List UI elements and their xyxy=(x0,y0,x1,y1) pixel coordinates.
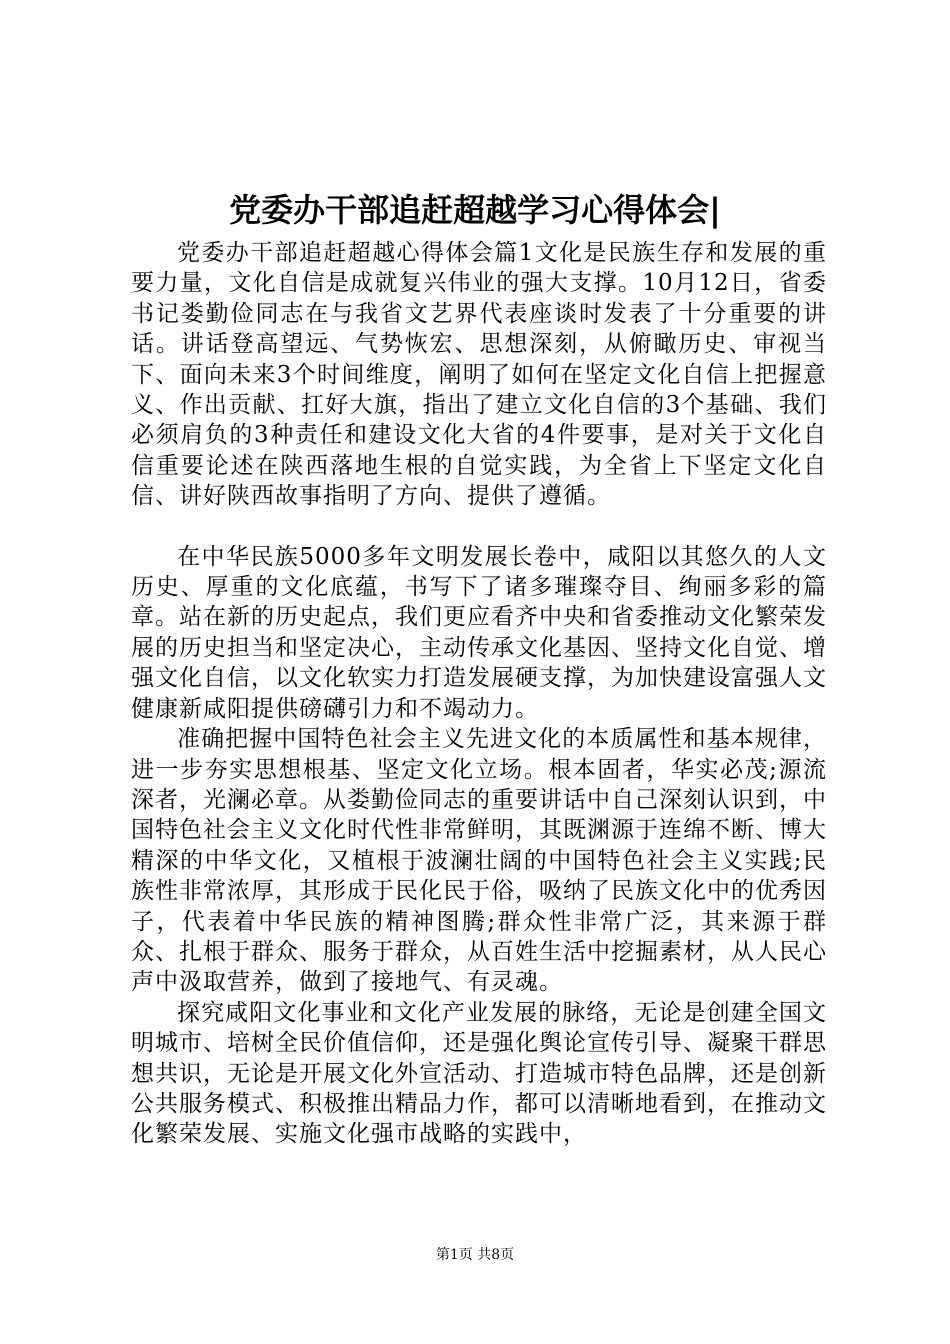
page-footer: 第1页 共8页 xyxy=(435,1247,515,1263)
paragraph-1: 党委办干部追赶超越心得体会篇1文化是民族生存和发展的重要力量，文化自信是成就复兴伟业的强大支撑。10月12日，省委书记娄勤俭同志在与我省文艺界代表座谈时发表了十分重要的讲话。讲话登高望远、气势恢宏、思想深刻，从俯瞰历史、审视当下、面向未来3个时间维度，阐明了如何在坚定文化自信上把握意义、作出贡献、扛好大旗，指出了建立文化自信的3个基础、我们必须肩负的3种责任和建设文化大省的4件要事，是对关于文化自信重要论述在陕西落地生根的自觉实践，为全省上下坚定文化自信、讲好陕西故事指明了方向、提供了遵循。 xyxy=(131,240,827,510)
paragraph-2: 在中华民族5000多年文明发展长卷中，咸阳以其悠久的人文历史、厚重的文化底蕴，书写下了诸多璀璨夺目、绚丽多彩的篇章。站在新的历史起点，我们更应看齐中央和省委推动文化繁荣发展的历史担当和坚定决心，主动传承文化基因、坚持文化自觉、增强文化自信，以文化软实力打造发展硬支撑，为加快建设富强人文健康新咸阳提供磅礴引力和不竭动力。 xyxy=(131,543,827,722)
document-body xyxy=(131,238,827,1150)
document-title: 党委办干部追赶超越学习心得体会| xyxy=(229,191,721,229)
paragraph-3: 准确把握中国特色社会主义先进文化的本质属性和基本规律，进一步夯实思想根基、坚定文化立场。根本固者，华实必茂;源流深者，光澜必章。从娄勤俭同志的重要讲话中自己深刻认识到，中国特色社会主义文化时代性非常鲜明，其既渊源于连绵不断、博大精深的中华文化，又植根于波澜壮阔的中国特色社会主义实践;民族性非常浓厚，其形成于民化民于俗，吸纳了民族文化中的优秀因子，代表着中华民族的精神图腾;群众性非常广泛，其来源于群众、扎根于群众、服务于群众，从百姓生活中挖掘素材，从人民心声中汲取营养，做到了接地气、有灵魂。 xyxy=(131,726,827,996)
paragraph-4: 探究咸阳文化事业和文化产业发展的脉络，无论是创建全国文明城市、培树全民价值信仰，还是强化舆论宣传引导、凝聚干群思想共识，无论是开展文化外宣活动、打造城市特色品牌，还是创新公共服务模式、积极推出精品力作，都可以清晰地看到，在推动文化繁荣发展、实施文化强市战略的实践中， xyxy=(131,999,827,1148)
